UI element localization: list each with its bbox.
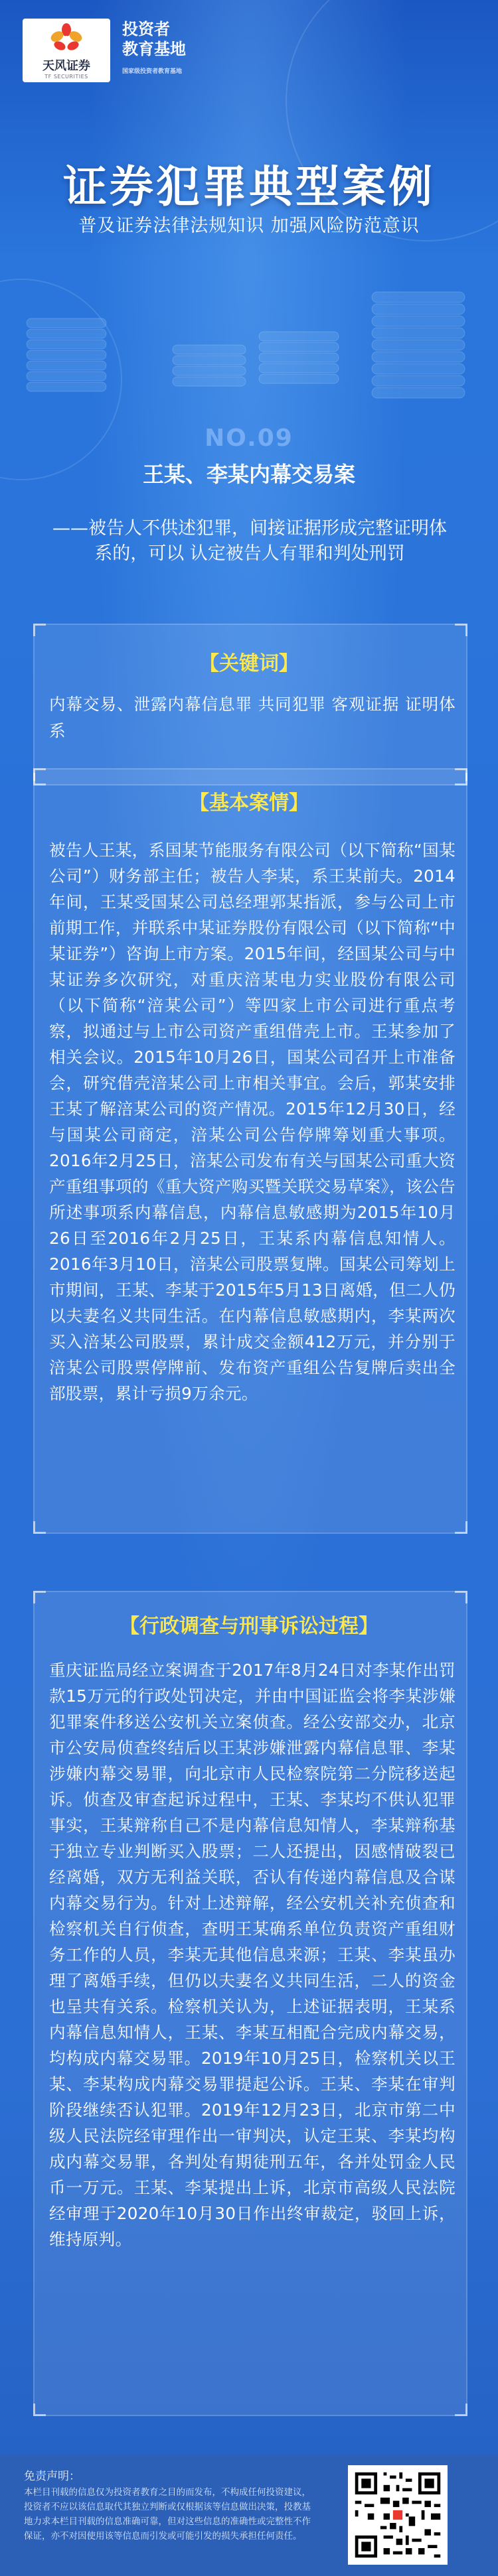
footer <box>0 2455 498 2576</box>
disclaimer-title: 免责声明： <box>24 2470 80 2483</box>
tf-securities-logo <box>23 19 110 82</box>
case-number: NO.09 <box>205 425 293 452</box>
logo-english-name: TF SECURITIES <box>44 73 88 80</box>
keywords-text: 内幕交易、泄露内幕信息罪 共同犯罪 客观证据 证明体系 <box>49 695 456 740</box>
basic-facts-text: 被告人王某，系国某节能服务有限公司（以下简称“国某公司”）财务部主任；被告人李某，系王某前夫。2014年间，王某受国某公司总经理郭某指派，参与公司上市前期工作，并联系中某证券股份有限公司（以下简称“中某证券”）咨询上市方案。2015年间，经国某公司与中某证券多次研究，对重庆涪某电力实业股份有限公司（以下简称“涪某公司”）等四家上市公司进行重点考察，拟通过与上市公司资产重组借壳上市。王某参加了相关会议。2015年10月26日，国某公司召开上市准备会，研究借壳涪某公司上市相关事宜。会后，郭某安排王某了解涪某公司的资产情况。2015年12月30日，经与国某公司商定，涪某公司公告停牌筹划重大事项。2016年2月25日，涪某公司发布有关与国某公司重大资产重组事项的《重大资产购买暨关联交易草案》，该公告所述事项系内幕信息，内幕信息敏感期为2015年10月26日至2016年2月25日，王某系内幕信息知情人。2016年3月10日，涪某公司股票复牌。国某公司筹划上市期间，王某、李某于2015年5月13日离婚，但二人仍以夫妻名义共同生活。在内幕信息敏感期内，李某两次买入涪某公司股票，累计成交金额412万元，并分别于涪某公司股票停牌前、发布资产重组公告复牌后卖出全部股票，累计亏损9万余元。 <box>49 841 456 1403</box>
flower-logo-icon <box>48 22 85 55</box>
keywords-heading: 【关键词】 <box>199 652 299 675</box>
base-line-1: 投资者 <box>122 20 170 38</box>
coin-stack <box>173 332 339 386</box>
base-line-2: 教育基地 <box>122 40 186 58</box>
coin-stack <box>372 292 465 398</box>
page-subtitle: 普及证券法律法规知识 加强风险防范意识 <box>78 216 420 236</box>
logo-name: 天风证券 <box>42 58 90 73</box>
brand-header <box>23 17 262 84</box>
base-subtitle: 国家级投资者教育基地 <box>122 68 183 75</box>
qr-code-icon <box>352 2469 444 2561</box>
disclaimer-text: 本栏目刊载的信息仅为投资者教育之目的而发布，不构成任何投资建议，投资者不应以该信息取代其独立判断或仅根据该等信息做出决策，投教基地力求本栏目刊载的信息准确可靠，但对这些信息的准确性或完整性不作保证，亦不对因使用该等信息而引发或可能引发的损失承担任何责任。 <box>24 2487 311 2542</box>
qr-code[interactable] <box>348 2465 448 2565</box>
case-title: 王某、李某内幕交易案 <box>142 462 355 487</box>
coin-stack <box>27 318 106 391</box>
case-summary: ——被告人不供述犯罪，间接证据形成完整证明体系的，可以 认定被告人有罪和判处刑罚 <box>52 518 447 564</box>
proceedings-text: 重庆证监局经立案调查于2017年8月24日对李某作出罚款15万元的行政处罚决定，并由中国证监会将李某涉嫌犯罪案件移送公安机关立案侦查。经公安部交办，北京市公安局侦查终结后以王某涉嫌泄露内幕信息罪、李某涉嫌内幕交易罪，向北京市人民检察院第二分院移送起诉。侦查及审查起诉过程中，王某、李某均不供认犯罪事实，王某辩称自己不是内幕信息知情人，李某辩称基于独立专业判断买入股票；二人还提出，因感情破裂已经离婚，双方无利益关联，否认有传递内幕信息及合谋内幕交易行为。针对上述辩解，经公安机关补充侦查和检察机关自行侦查，查明王某确系单位负责资产重组财务工作的人员，李某无其他信息来源；王某、李某虽办理了离婚手续，但仍以夫妻名义共同生活，二人的资金也呈共有关系。检察机关认为，上述证据表明，王某系内幕信息知情人，王某、李某互相配合完成内幕交易，均构成内幕交易罪。2019年10月25日，检察机关以王某、李某构成内幕交易罪提起公诉。王某、李某在审判阶段继续否认犯罪。2019年12月23日，北京市第二中级人民法院经审理作出一审判决，认定王某、李某均构成内幕交易罪，各判处有期徒刑五年，各并处罚金人民币一万元。王某、李某提出上诉，北京市高级人民法院经审理于2020年10月30日作出终审裁定，驳回上诉，维持原判。 <box>49 1661 456 2249</box>
proceedings-heading: 【行政调查与刑事诉讼过程】 <box>120 1615 378 1638</box>
basic-facts-heading: 【基本案情】 <box>189 791 309 815</box>
investor-education-base-label <box>122 19 186 82</box>
page-title: 证券犯罪典型案例 <box>63 161 435 212</box>
